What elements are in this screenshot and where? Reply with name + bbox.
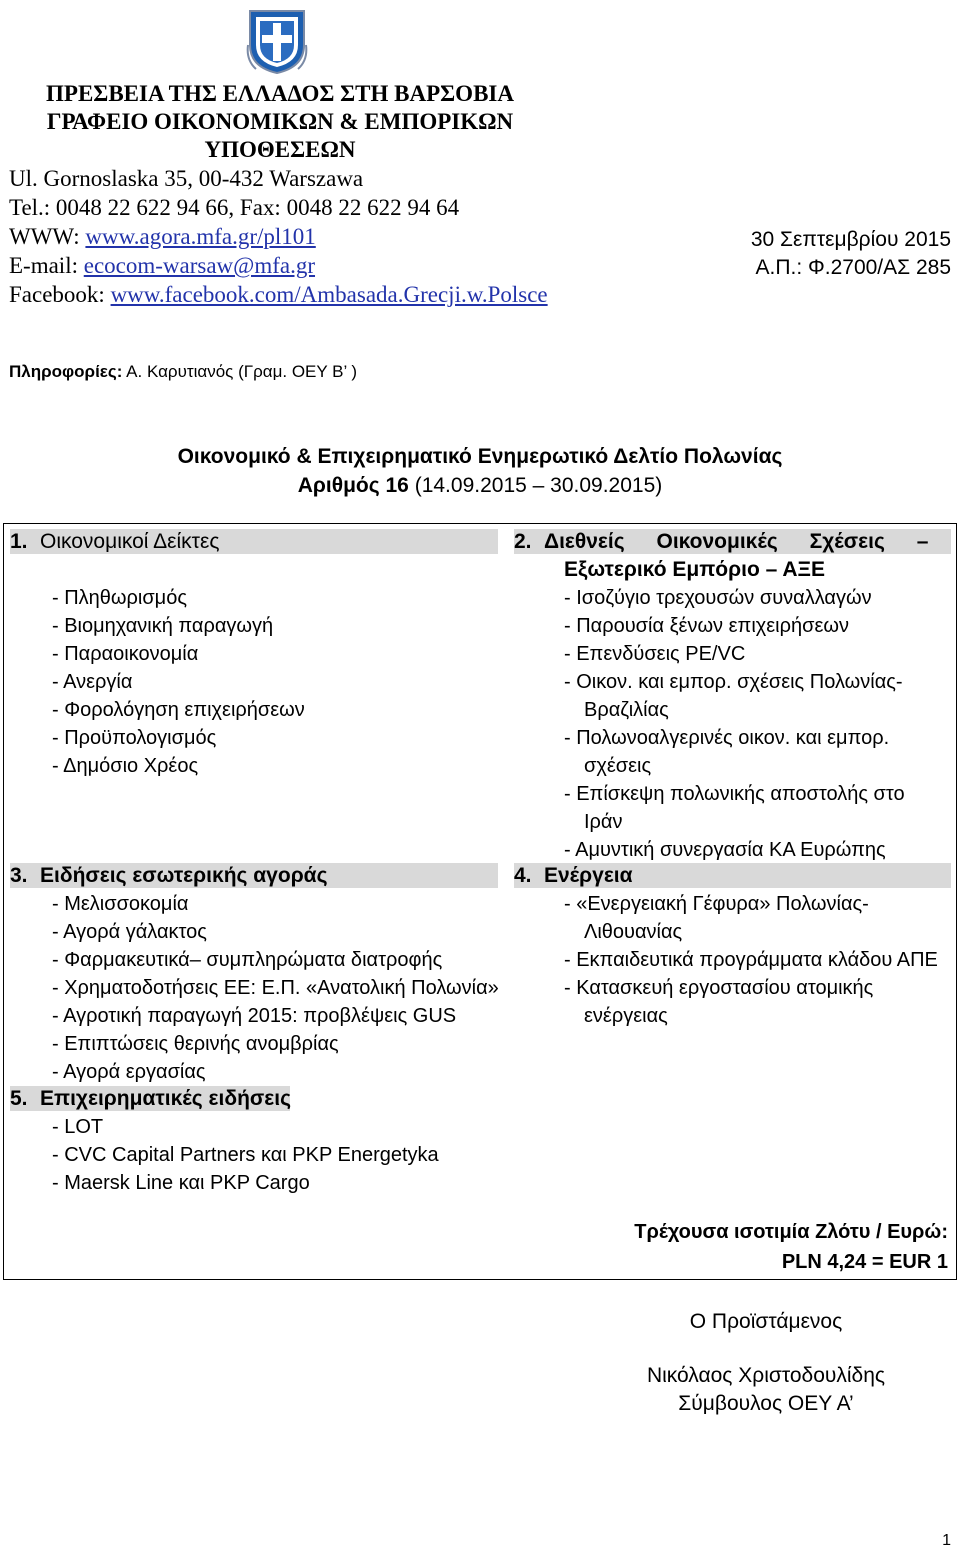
section-3-item: - Χρηματοδοτήσεις ΕΕ: Ε.Π. «Ανατολική Πολωνία» [52,977,499,999]
section-2-item: - Παρουσία ξένων επιχειρήσεων [564,615,849,637]
section-2-item: Βραζιλίας [584,699,669,721]
section-3-header [10,863,498,888]
coat-of-arms-graphic [246,5,308,75]
section-2-header [514,529,951,554]
embassy-name-line1: ΠΡΕΣΒΕΙΑ ΤΗΣ ΕΛΛΑΔΟΣ ΣΤΗ ΒΑΡΣΟΒΙΑ [46,81,514,106]
protocol-number: Α.Π.: Φ.2700/ΑΣ 285 [755,256,951,279]
section-1-item: - Παραοικονομία [52,643,199,665]
section-4-item: - «Ενεργειακή Γέφυρα» Πολωνίας- [564,893,869,915]
section-5-item: - LOT [52,1116,104,1138]
section-2-item: - Οικον. και εμπορ. σχέσεις Πολωνίας- [564,671,903,693]
section-2-item: - Αμυντική συνεργασία ΚΑ Ευρώπης [564,839,886,861]
email-link[interactable]: ecocom-warsaw@mfa.gr [83,253,316,278]
phone-fax-line: Tel.: 0048 22 622 94 66, Fax: 0048 22 622 94 64 [9,195,460,220]
section-4-header [514,863,951,888]
section-5-number: 5. [10,1087,28,1110]
section-3-title: Ειδήσεις εσωτερικής αγοράς [40,864,328,887]
section-5-item: - CVC Capital Partners και PKP Energetyka [52,1144,439,1166]
section-1-header [10,529,498,554]
info-value: Α. Καρυτιανός (Γραμ. ΟΕΥ Β’ ) [122,362,358,381]
page-number: 1 [942,1532,951,1549]
section-2-title-line2: Εξωτερικό Εμπόριο – ΑΞΕ [564,558,826,581]
info-line [9,362,357,382]
email-line [9,251,315,280]
section-3-number: 3. [10,864,28,887]
facebook-line [9,280,548,309]
signature-role: Ο Προϊστάμενος [689,1310,843,1333]
section-4-item: Λιθουανίας [584,921,683,943]
address-line: Ul. Gornoslaska 35, 00-432 Warszawa [9,166,364,191]
bulletin-number-line [0,471,960,500]
email-label: E-mail: [9,253,84,278]
www-line [9,222,316,251]
section-1-item: - Δημόσιο Χρέος [52,755,199,777]
section-1-item: - Πληθωρισμός [52,587,187,609]
section-5-item: - Maersk Line και PKP Cargo [52,1172,310,1194]
section-2-item: - Επίσκεψη πολωνικής αποστολής στο [564,783,905,805]
signature-name: Νικόλαος Χριστοδουλίδης [646,1364,886,1387]
bulletin-period: (14.09.2015 – 30.09.2015) [408,474,663,497]
section-4-item: - Εκπαιδευτικά προγράμματα κλάδου ΑΠΕ [564,949,938,971]
section-5-title: Επιχειρηματικές ειδήσεις [40,1087,291,1110]
section-4-item: ενέργειας [584,1005,668,1027]
section-1-title: Οικονομικοί Δείκτες [40,530,220,553]
section-1-item: - Βιομηχανική παραγωγή [52,615,274,637]
section-2-item: σχέσεις [584,755,652,777]
facebook-link[interactable]: www.facebook.com/Ambasada.Grecji.w.Polsce [110,282,548,307]
exchange-rate-value: PLN 4,24 = EUR 1 [781,1251,948,1273]
section-2-item: - Ισοζύγιο τρεχουσών συναλλαγών [564,587,872,609]
section-3-item: - Φαρμακευτικά– συμπληρώματα διατροφής [52,949,443,971]
section-3-item: - Μελισσοκομία [52,893,189,915]
section-5-header [10,1086,290,1111]
greek-coat-of-arms-icon [246,5,308,75]
section-2-number: 2. [514,530,532,553]
section-2-item: Ιράν [584,811,623,833]
www-label: WWW: [9,224,86,249]
website-link[interactable]: www.agora.mfa.gr/pl101 [85,224,316,249]
section-4-item: - Κατασκευή εργοστασίου ατομικής [564,977,874,999]
document-date: 30 Σεπτεμβρίου 2015 [750,228,951,251]
facebook-label: Facebook: [9,282,111,307]
section-4-number: 4. [514,864,532,887]
section-3-item: - Αγροτική παραγωγή 2015: προβλέψεις GUS [52,1005,457,1027]
contents-box [3,523,957,1280]
embassy-name-line2: ΓΡΑΦΕΙΟ ΟΙΚΟΝΟΜΙΚΩΝ & ΕΜΠΟΡΙΚΩΝ [46,109,514,134]
section-3-item: - Επιπτώσεις θερινής ανομβρίας [52,1033,339,1055]
section-1-item: - Ανεργία [52,671,133,693]
embassy-name-line3: ΥΠΟΘΕΣΕΩΝ [204,137,356,162]
section-3-item: - Αγορά γάλακτος [52,921,207,943]
signature-title: Σύμβουλος ΟΕΥ Α’ [678,1392,854,1415]
section-2-title-line1: Διεθνείς Οικονομικές Σχέσεις – [544,530,929,553]
section-1-item: - Προϋπολογισμός [52,727,217,749]
exchange-rate-label: Τρέχουσα ισοτιμία Ζλότυ / Ευρώ: [634,1221,948,1243]
section-3-item: - Αγορά εργασίας [52,1061,206,1083]
section-1-number: 1. [10,530,28,553]
section-2-item: - Επενδύσεις PE/VC [564,643,746,665]
section-1-item: - Φορολόγηση επιχειρήσεων [52,699,305,721]
bulletin-title: Οικονομικό & Επιχειρηματικό Ενημερωτικό Δελτίο Πολωνίας [177,445,783,468]
section-2-item: - Πολωνοαλγερινές οικον. και εμπορ. [564,727,890,749]
section-4-title: Ενέργεια [544,864,633,887]
bulletin-number: Αριθμός 16 [297,474,409,497]
info-label: Πληροφορίες: [9,362,123,381]
